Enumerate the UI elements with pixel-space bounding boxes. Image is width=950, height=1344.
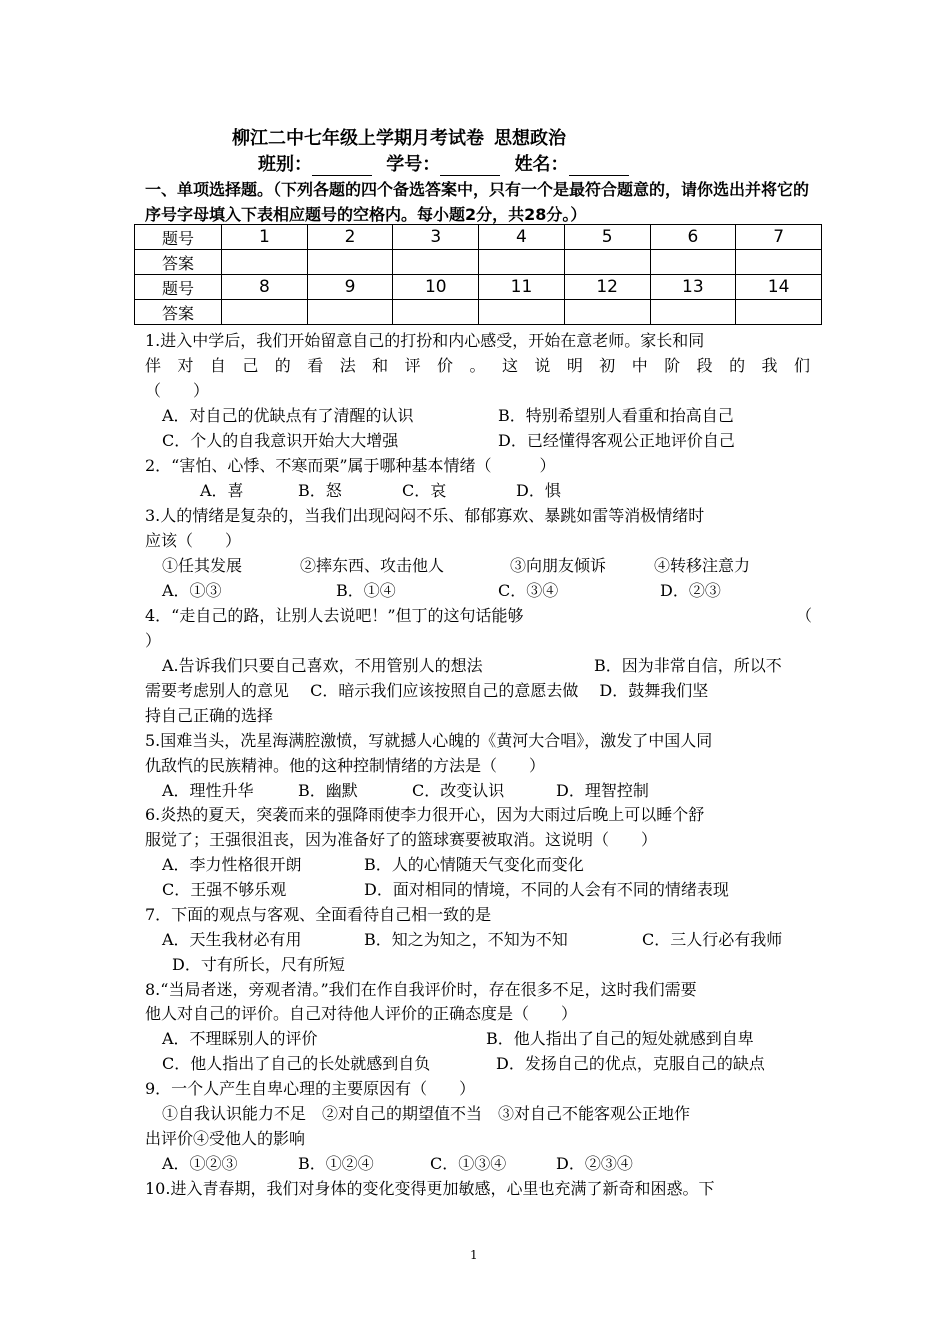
answer-cell[interactable] (393, 300, 479, 325)
q7-option-b: B．知之为知之，不知为不知 (364, 930, 568, 949)
q9-option-b: B．①②④ (298, 1154, 374, 1173)
title-main: 柳江二中七年级上学期月考试卷 (232, 128, 484, 149)
class-blank[interactable] (312, 157, 372, 176)
q6-option-a: A．李力性格很开朗 (162, 855, 302, 874)
q9-option-d: D．②③④ (556, 1154, 633, 1173)
student-info-line (258, 150, 629, 176)
question-number-cell: 13 (650, 275, 736, 300)
q1-line2: 伴对自己的看法和评价。这说明初中阶段的我们 (145, 356, 810, 375)
q3-option-d: D．②③ (660, 581, 721, 600)
question-number-cell: 4 (479, 225, 565, 250)
q1-option-d: D．已经懂得客观公正地评价自己 (498, 431, 735, 450)
q4-line3: 需要考虑别人的意见 C．暗示我们应该按照自己的意愿去做 D．鼓舞我们坚 (145, 681, 709, 700)
q4-paren-close: ） (145, 631, 162, 650)
q2-line1: 2．“害怕、心悸、不寒而栗”属于哪种基本情绪（ ） (145, 456, 556, 475)
answer-cell[interactable] (222, 300, 308, 325)
q5-line2: 仇敌忾的民族精神。他的这种控制情绪的方法是（ ） (145, 756, 546, 775)
question-number-cell: 8 (222, 275, 308, 300)
table-row (135, 275, 822, 300)
q8-option-d: D．发扬自己的优点，克服自己的缺点 (496, 1054, 765, 1073)
q5-option-a: A．理性升华 (162, 781, 254, 800)
answer-cell[interactable] (736, 300, 822, 325)
question-number-cell: 9 (307, 275, 393, 300)
row-label: 答案 (135, 250, 222, 275)
q5-option-b: B．幽默 (298, 781, 358, 800)
question-number-cell: 14 (736, 275, 822, 300)
question-number-cell: 6 (650, 225, 736, 250)
row-label: 题号 (135, 225, 222, 250)
q4-line4: 持自己正确的选择 (145, 706, 274, 725)
q6-option-c: C．王强不够乐观 (162, 880, 287, 899)
q8-option-c: C．他人指出了自己的长处就感到自负 (162, 1054, 431, 1073)
question-number-cell: 10 (393, 275, 479, 300)
q10-line1: 10.进入青春期，我们对身体的变化变得更加敏感，心里也充满了新奇和困惑。下 (145, 1179, 715, 1198)
q2-option-b: B．怒 (298, 481, 342, 500)
q8-option-b: B．他人指出了自己的短处就感到自卑 (486, 1029, 754, 1048)
q3-statement-2: ②摔东西、攻击他人 (300, 556, 445, 575)
answer-cell[interactable] (307, 300, 393, 325)
question-number-cell: 7 (736, 225, 822, 250)
answer-cell[interactable] (564, 250, 650, 275)
name-label: 姓名： (514, 154, 569, 175)
q1-option-b: B．特别希望别人看重和抬高自己 (498, 406, 734, 425)
class-label: 班别： (258, 154, 312, 175)
section-instructions: 一、单项选择题。（下列各题的四个备选答案中，只有一个是最符合题意的，请你选出并将它的序号字母填入下表相应题号的空格内。每小题2分，共28分。） (145, 180, 810, 224)
q3-line2: 应该（ ） (145, 531, 242, 550)
answer-cell[interactable] (650, 250, 736, 275)
table-row (135, 225, 822, 250)
id-blank[interactable] (440, 157, 500, 176)
q4-option-b: B．因为非常自信，所以不 (594, 656, 782, 675)
q1-option-a: A．对自己的优缺点有了清醒的认识 (162, 406, 414, 425)
question-number-cell: 12 (564, 275, 650, 300)
q4-paren-open: （ (796, 606, 813, 625)
q9-line2: ①自我认识能力不足 ②对自己的期望值不当 ③对自己不能客观公正地作 (162, 1104, 691, 1123)
row-label: 答案 (135, 300, 222, 325)
exam-title (232, 124, 576, 150)
q3-statement-3: ③向朋友倾诉 (510, 556, 607, 575)
answer-cell[interactable] (393, 250, 479, 275)
table-row (135, 300, 822, 325)
question-number-cell: 11 (479, 275, 565, 300)
q3-option-b: B．①④ (336, 581, 396, 600)
q3-statement-4: ④转移注意力 (654, 556, 751, 575)
q7-option-c: C．三人行必有我师 (642, 930, 783, 949)
q9-option-a: A．①②③ (162, 1154, 238, 1173)
q9-line1: 9．一个人产生自卑心理的主要原因有（ ） (145, 1079, 476, 1098)
q4-line1: 4．“走自己的路，让别人去说吧！”但丁的这句话能够 (145, 606, 524, 625)
q4-option-a: A.告诉我们只要自己喜欢，不用管别人的想法 (162, 656, 483, 675)
q9-option-c: C．①③④ (430, 1154, 507, 1173)
question-number-cell: 5 (564, 225, 650, 250)
question-number-cell: 1 (222, 225, 308, 250)
q3-statement-1: ①任其发展 (162, 556, 243, 575)
name-blank[interactable] (569, 157, 629, 176)
answer-cell[interactable] (650, 300, 736, 325)
q7-option-a: A．天生我材必有用 (162, 930, 302, 949)
q8-line1: 8.“当局者迷，旁观者清。”我们在作自我评价时，存在很多不足，这时我们需要 (145, 980, 697, 999)
table-row (135, 250, 822, 275)
q5-option-c: C．改变认识 (412, 781, 505, 800)
q9-line3: 出评价④受他人的影响 (145, 1129, 306, 1148)
q6-line2: 服觉了；王强很沮丧，因为准备好了的篮球赛要被取消。这说明（ ） (145, 830, 658, 849)
q1-line1: 1.进入中学后，我们开始留意自己的打扮和内心感受，开始在意老师。家长和同 (145, 331, 705, 350)
answer-cell[interactable] (222, 250, 308, 275)
q6-option-b: B．人的心情随天气变化而变化 (364, 855, 584, 874)
answer-cell[interactable] (307, 250, 393, 275)
q2-option-c: C．哀 (402, 481, 447, 500)
answer-cell[interactable] (479, 250, 565, 275)
id-label: 学号： (386, 154, 441, 175)
page-number: 1 (470, 1248, 478, 1262)
q3-option-c: C．③④ (498, 581, 559, 600)
answer-cell[interactable] (564, 300, 650, 325)
q7-option-d: D．寸有所长，尺有所短 (172, 955, 345, 974)
question-number-cell: 3 (393, 225, 479, 250)
q5-option-d: D．理智控制 (556, 781, 649, 800)
q2-option-d: D．惧 (516, 481, 561, 500)
question-number-cell: 2 (307, 225, 393, 250)
q8-line2: 他人对自己的评价。自己对待他人评价的正确态度是（ ） (145, 1004, 578, 1023)
title-subject: 思想政治 (494, 128, 566, 149)
q6-line1: 6.炎热的夏天，突袭而来的强降雨使李力很开心，因为大雨过后晚上可以睡个舒 (145, 805, 705, 824)
answer-table (134, 224, 822, 325)
q6-option-d: D．面对相同的情境，不同的人会有不同的情绪表现 (364, 880, 729, 899)
row-label: 题号 (135, 275, 222, 300)
q2-option-a: A．喜 (200, 481, 244, 500)
q8-option-a: A．不理睬别人的评价 (162, 1029, 318, 1048)
q1-option-c: C．个人的自我意识开始大大增强 (162, 431, 399, 450)
answer-cell[interactable] (479, 300, 565, 325)
q7-line1: 7．下面的观点与客观、全面看待自己相一致的是 (145, 905, 492, 924)
q1-paren: （ ） (145, 381, 210, 400)
q5-line1: 5.国难当头，冼星海满腔激愤，写就撼人心魄的《黄河大合唱》，激发了中国人同 (145, 731, 713, 750)
answer-cell[interactable] (736, 250, 822, 275)
q3-option-a: A．①③ (162, 581, 222, 600)
q3-line1: 3.人的情绪是复杂的，当我们出现闷闷不乐、郁郁寡欢、暴跳如雷等消极情绪时 (145, 506, 705, 525)
